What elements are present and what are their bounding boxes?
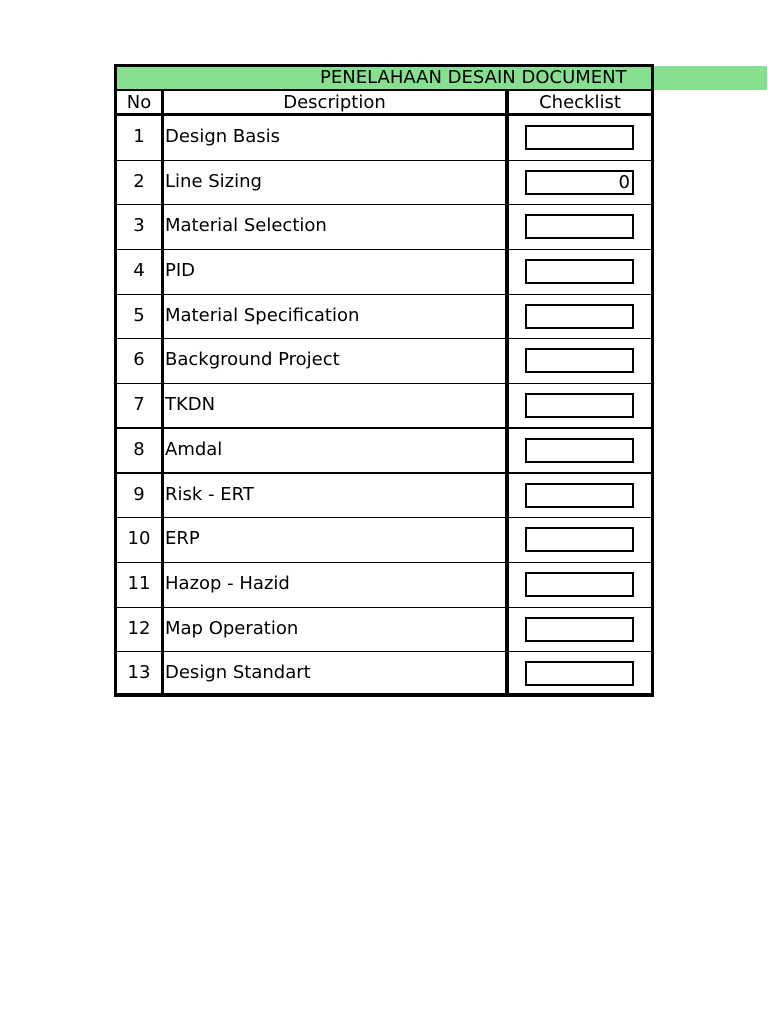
- page-title: PENELAHAAN DESAIN DOCUMENT: [320, 67, 627, 88]
- row-number: 2: [133, 170, 145, 192]
- table-row: [114, 518, 654, 563]
- table-row: [114, 205, 654, 250]
- table-row: [114, 250, 654, 295]
- row-description: Hazop - Hazid: [165, 572, 290, 594]
- column-header-description: Description: [283, 92, 386, 113]
- checklist-input[interactable]: [525, 304, 634, 329]
- column-header-checklist: Checklist: [539, 92, 621, 113]
- row-number: 12: [127, 617, 151, 639]
- row-number: 4: [133, 260, 145, 282]
- row-number: 5: [133, 304, 145, 326]
- row-number: 11: [127, 572, 151, 594]
- row-number: 1: [133, 126, 145, 147]
- row-description: Risk - ERT: [165, 483, 254, 505]
- checklist-input[interactable]: [525, 125, 634, 150]
- table-body: [114, 116, 654, 697]
- row-number: 7: [133, 394, 145, 416]
- checklist-input[interactable]: 0: [525, 170, 634, 195]
- row-description: Material Specification: [165, 304, 360, 326]
- row-description: Design Basis: [165, 126, 281, 147]
- row-number: 3: [133, 215, 145, 237]
- row-description: Amdal: [165, 438, 223, 460]
- table-row: [114, 608, 654, 653]
- table-row: [114, 384, 654, 429]
- column-header-no: No: [126, 92, 152, 113]
- checklist-input[interactable]: [525, 438, 634, 463]
- table-row: [114, 116, 654, 161]
- row-number: 9: [133, 483, 145, 505]
- checklist-input[interactable]: [525, 214, 634, 239]
- row-number: 8: [133, 438, 145, 460]
- row-description: Map Operation: [165, 617, 299, 639]
- checklist-input[interactable]: [525, 348, 634, 373]
- checklist-input[interactable]: [525, 527, 634, 552]
- table-row: [114, 652, 654, 697]
- row-description: ERP: [165, 528, 200, 550]
- row-description: TKDN: [165, 394, 216, 416]
- checklist-input[interactable]: [525, 259, 634, 284]
- row-description: PID: [165, 260, 196, 282]
- table-row: [114, 563, 654, 608]
- row-description: Background Project: [165, 349, 340, 371]
- table-row: [114, 339, 654, 384]
- checklist-input[interactable]: [525, 483, 634, 508]
- row-description: Material Selection: [165, 215, 327, 237]
- checklist-input[interactable]: [525, 393, 634, 418]
- checklist-input[interactable]: [525, 617, 634, 642]
- row-number: 6: [133, 349, 145, 371]
- row-divider: [114, 696, 654, 697]
- checklist-input[interactable]: [525, 572, 634, 597]
- row-description: Design Standart: [165, 662, 311, 684]
- row-number: 10: [127, 528, 151, 550]
- checklist-input[interactable]: [525, 661, 634, 686]
- row-number: 13: [127, 662, 151, 684]
- table-row: [114, 295, 654, 340]
- table-row: [114, 474, 654, 519]
- table-row: [114, 161, 654, 206]
- row-description: Line Sizing: [165, 170, 262, 192]
- table-row: [114, 429, 654, 474]
